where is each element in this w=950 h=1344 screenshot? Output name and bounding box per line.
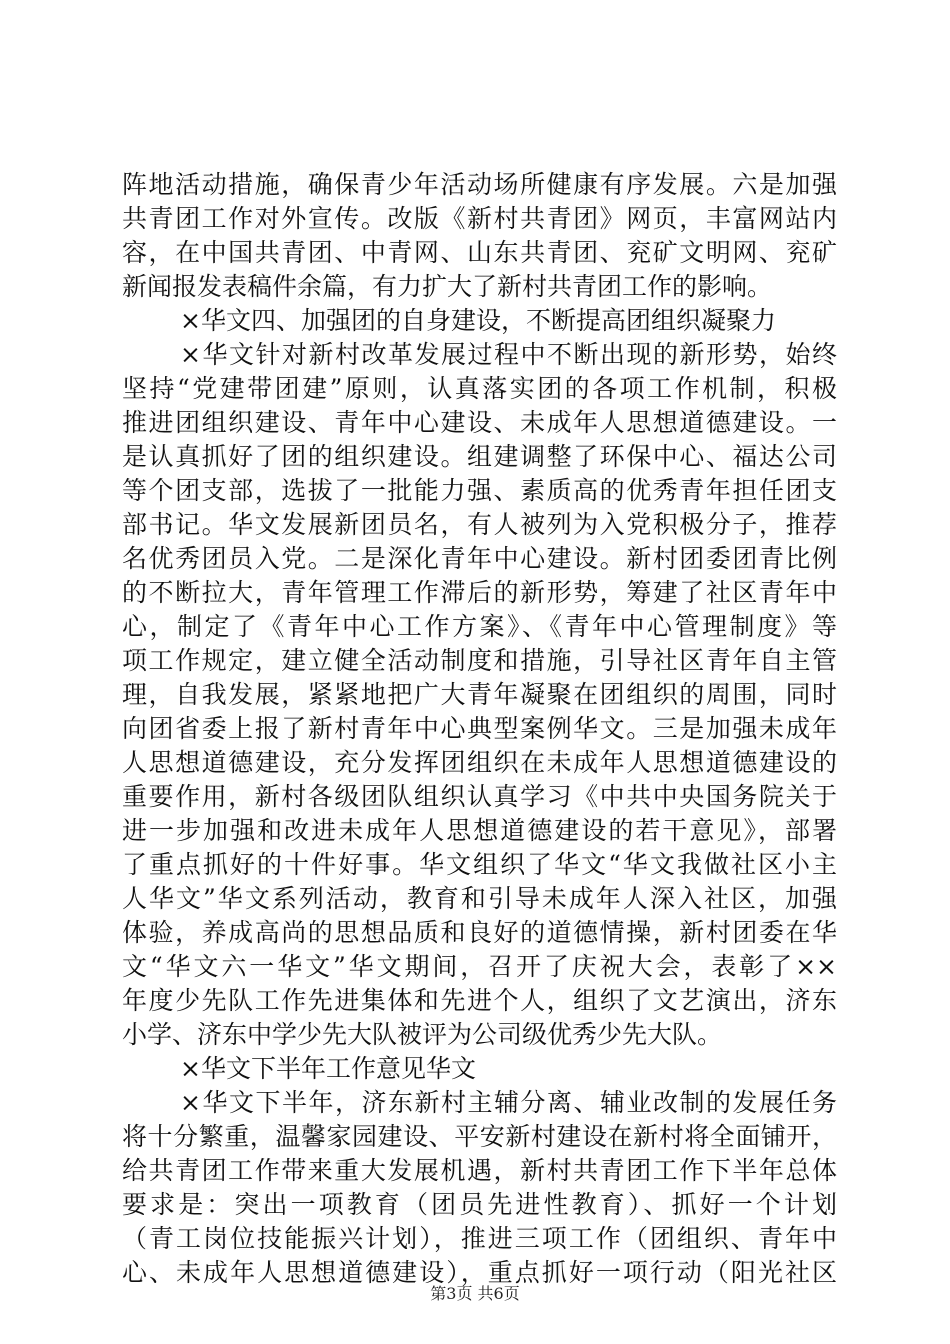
text-line: 容，在中国共青团、中青网、山东共青团、兖矿文明网、兖矿 — [122, 238, 837, 267]
body-text — [122, 168, 837, 1290]
text-line: 新闻报发表稿件余篇，有力扩大了新村共青团工作的影响。 — [122, 272, 773, 301]
text-line: ×华文下半年工作意见华文 — [180, 1054, 476, 1083]
text-line: 小学、济东中学少先大队被评为公司级优秀少先大队。 — [122, 1020, 723, 1049]
text-line: 推进团组织建设、青年中心建设、未成年人思想道德建设。一 — [122, 408, 837, 437]
text-line: ×华文针对新村改革发展过程中不断出现的新形势，始终 — [180, 340, 837, 369]
text-line: 阵地活动措施，确保青少年活动场所健康有序发展。六是加强 — [122, 170, 837, 199]
text-line: 是认真抓好了团的组织建设。组建调整了环保中心、福达公司 — [122, 442, 837, 471]
text-line: 心、未成年人思想道德建设），重点抓好一项行动（阳光社区 — [122, 1258, 837, 1287]
text-line: 名优秀团员入党。二是深化青年中心建设。新村团委团青比例 — [122, 544, 837, 573]
text-line: 给共青团工作带来重大发展机遇，新村共青团工作下半年总体 — [122, 1156, 837, 1185]
text-line: 项工作规定，建立健全活动制度和措施，引导社区青年自主管 — [122, 646, 837, 675]
text-line: 重要作用，新村各级团队组织认真学习《中共中央国务院关于 — [122, 782, 837, 811]
text-line: 人华文”华文系列活动，教育和引导未成年人深入社区，加强 — [122, 884, 837, 913]
text-line: 理，自我发展，紧紧地把广大青年凝聚在团组织的周围，同时 — [122, 680, 837, 709]
text-line: 体验，养成高尚的思想品质和良好的道德情操，新村团委在华 — [122, 918, 837, 947]
text-line: 坚持“党建带团建”原则，认真落实团的各项工作机制，积极 — [122, 374, 837, 403]
text-line: 要求是：突出一项教育（团员先进性教育）、抓好一个计划 — [122, 1190, 837, 1219]
text-line: 心，制定了《青年中心工作方案》、《青年中心管理制度》等 — [122, 612, 837, 641]
text-line: 将十分繁重，温馨家园建设、平安新村建设在新村将全面铺开， — [122, 1122, 837, 1151]
text-line: 年度少先队工作先进集体和先进个人，组织了文艺演出，济东 — [122, 986, 837, 1015]
text-line: （青工岗位技能振兴计划），推进三项工作（团组织、青年中 — [122, 1224, 837, 1253]
text-line: ×华文四、加强团的自身建设，不断提高团组织凝聚力 — [180, 306, 776, 335]
text-line: ×华文下半年，济东新村主辅分离、辅业改制的发展任务 — [180, 1088, 837, 1117]
page-footer: 第3页 共6页 — [430, 1284, 520, 1303]
text-line: 人思想道德建设，充分发挥团组织在未成年人思想道德建设的 — [122, 748, 837, 777]
text-line: 共青团工作对外宣传。改版《新村共青团》网页，丰富网站内 — [122, 204, 837, 233]
text-line: 文“华文六一华文”华文期间，召开了庆祝大会，表彰了×× — [122, 952, 837, 981]
text-line: 等个团支部，选拔了一批能力强、素质高的优秀青年担任团支 — [122, 476, 837, 505]
text-line: 部书记。华文发展新团员名，有人被列为入党积极分子，推荐 — [122, 510, 837, 539]
text-line: 向团省委上报了新村青年中心典型案例华文。三是加强未成年 — [122, 714, 837, 743]
text-line: 进一步加强和改进未成年人思想道德建设的若干意见》，部署 — [122, 816, 837, 845]
text-line: 了重点抓好的十件好事。华文组织了华文“华文我做社区小主 — [122, 850, 837, 879]
text-line: 的不断拉大，青年管理工作滞后的新形势，筹建了社区青年中 — [122, 578, 837, 607]
